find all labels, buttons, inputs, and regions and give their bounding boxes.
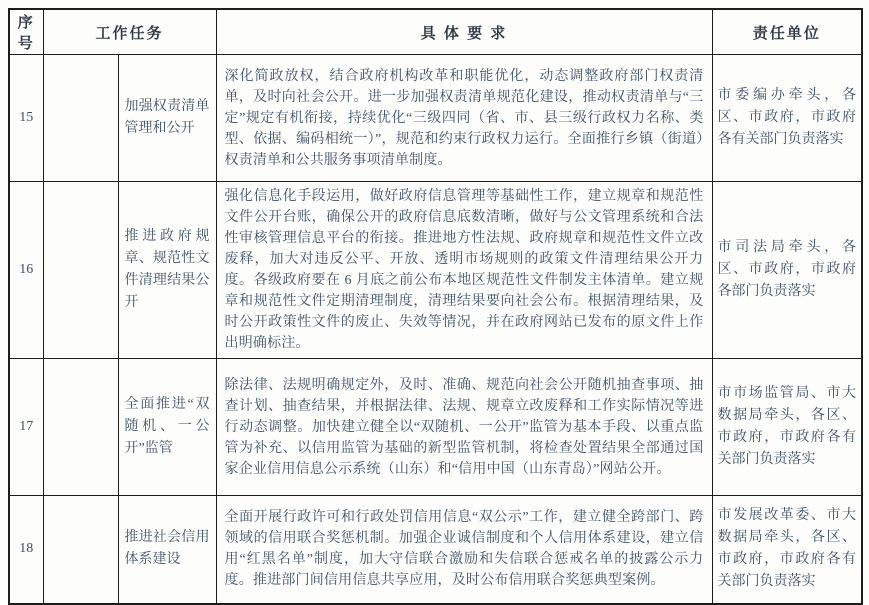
cell-responsible-unit: 市委编办牵头，各区、市政府，市政府各有关部门负责落实	[712, 55, 862, 182]
cell-work-task: 全面推进“双随机、一公开”监管	[118, 359, 216, 496]
header-work-task: 工作任务	[43, 9, 216, 55]
cell-responsible-unit: 市市场监管局、市大数据局牵头，各区、市政府，市政府各有关部门负责落实	[712, 359, 862, 496]
cell-serial-number: 16	[9, 182, 43, 359]
cell-task-category	[43, 182, 118, 359]
cell-responsible-unit: 市司法局牵头，各区、市政府，市政府各部门负责落实	[712, 182, 862, 359]
cell-specific-requirements: 强化信息化手段运用，做好政府信息管理等基础性工作，建立规章和规范性文件公开台账，确保公开的政府信息底数清晰，做好与公文管理系统和合法性审核管理信息平台的衔接。推进地方性法规、政府规章和规范性文件立改废释，加大对违反公平、开放、透明市场规则的政策文件清理结果公开力度。各级政府要在 6 月底之前公布本地区规范性文件制发主体清单。建立规章和规范性文件定期清理制度，清理结果要向社会公布。根据清理结果，及时公开政策性文件的废止、失效等情况，并在政府网站已发布的原文件上作出明确标注。	[216, 182, 712, 359]
cell-task-category	[43, 496, 118, 604]
cell-work-task: 加强权责清单管理和公开	[118, 55, 216, 182]
cell-task-category	[43, 359, 118, 496]
table-row-16	[9, 182, 862, 359]
table-row-18	[9, 496, 862, 604]
cell-specific-requirements: 深化简政放权，结合政府机构改革和职能优化，动态调整政府部门权责清单，及时向社会公开。进一步加强权责清单规范化建设，推动权责清单与“三定”规定有机衔接，持续优化“三级四同（省、市、县三级行政权力名称、类型、依据、编码相统一）”，规范和约束行政权力运行。全面推行乡镇（街道）权责清单和公共服务事项清单制度。	[216, 55, 712, 182]
cell-serial-number: 18	[9, 496, 43, 604]
table-row-15	[9, 55, 862, 182]
header-serial-number: 序号	[9, 9, 43, 55]
cell-work-task: 推进政府规章、规范性文件清理结果公开	[118, 182, 216, 359]
cell-serial-number: 15	[9, 55, 43, 182]
cell-specific-requirements: 除法律、法规明确规定外，及时、准确、规范向社会公开随机抽查事项、抽查计划、抽查结果，并根据法律、法规、规章立改废释和工作实际情况等进行动态调整。加快建立健全以“双随机、一公开”监管为基本手段、以重点监管为补充、以信用监管为基础的新型监管机制，将检查处置结果全部通过国家企业信用信息公示系统（山东）和“信用中国（山东青岛）”网站公开。	[216, 359, 712, 496]
table-header-row	[9, 9, 862, 55]
cell-specific-requirements: 全面开展行政许可和行政处罚信用信息“双公示”工作，建立健全跨部门、跨领域的信用联合奖惩机制。加强企业诚信制度和个人信用体系建设，建立信用“红黑名单”制度，加大守信联合激励和失信联合惩戒名单的披露公示力度。推进部门间信用信息共享应用，及时公布信用联合奖惩典型案例。	[216, 496, 712, 604]
header-responsible-unit: 责任单位	[712, 9, 862, 55]
header-specific-requirements: 具 体 要 求	[216, 9, 712, 55]
table-row-17	[9, 359, 862, 496]
work-task-table	[8, 8, 863, 605]
cell-work-task: 推进社会信用体系建设	[118, 496, 216, 604]
cell-task-category	[43, 55, 118, 182]
cell-responsible-unit: 市发展改革委、市大数据局牵头，各区、市政府，市政府各有关部门负责落实	[712, 496, 862, 604]
cell-serial-number: 17	[9, 359, 43, 496]
